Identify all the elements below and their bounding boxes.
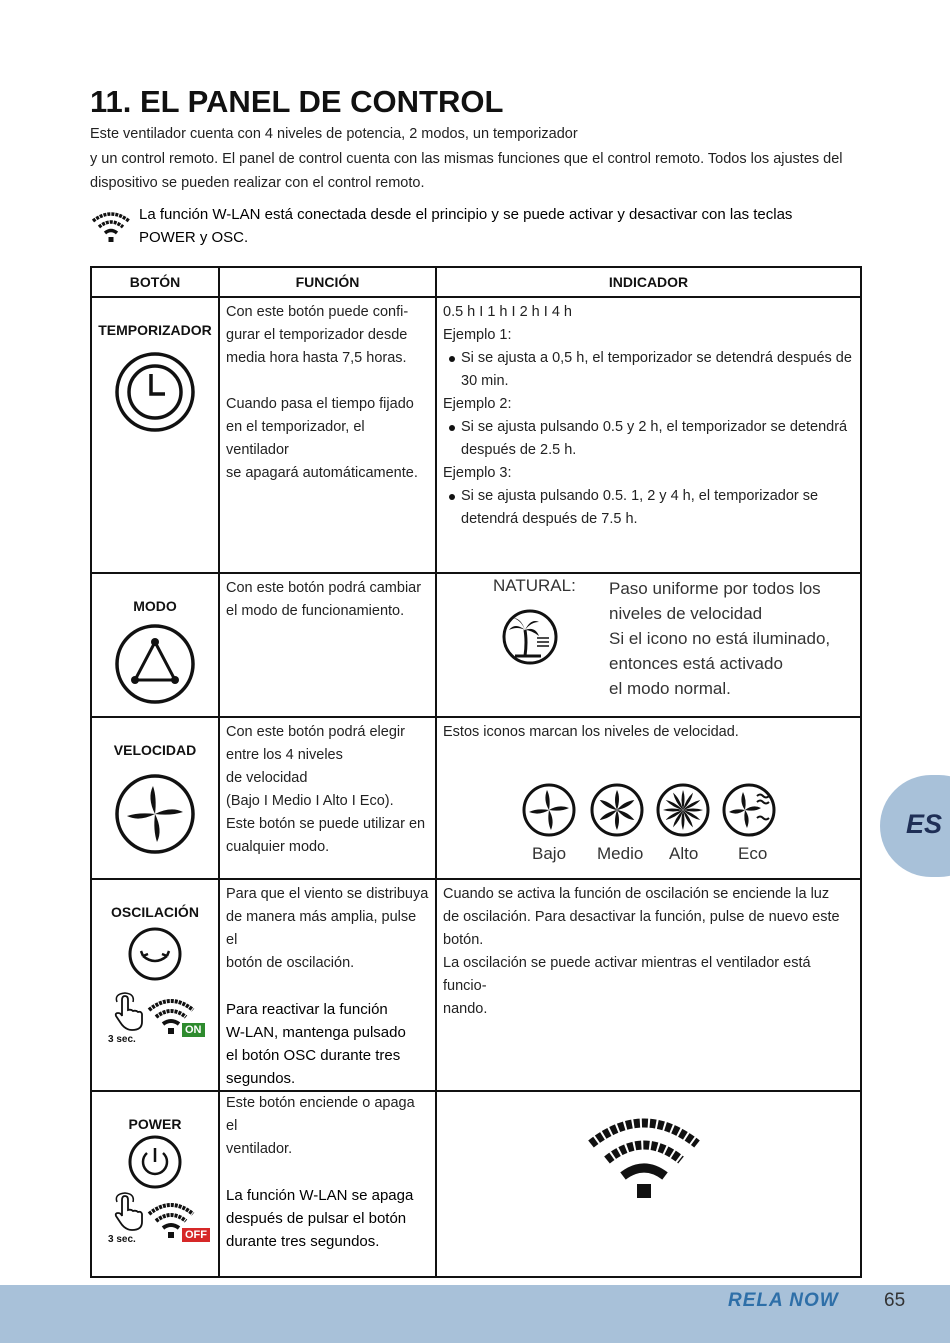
palm-tree-icon (501, 608, 559, 666)
table-row-mode (91, 573, 861, 717)
fan-icon (113, 772, 197, 856)
table-row-speed (91, 717, 861, 879)
function-text: se apagará automáticamente. (226, 465, 418, 481)
button-cell (91, 1091, 219, 1277)
brand-logo: RELA NOW (728, 1290, 839, 1311)
control-table (90, 266, 862, 1278)
function-text-strong: La función W-LAN se apaga (226, 1187, 414, 1204)
function-text: entre los 4 niveles (226, 747, 343, 763)
function-text-strong: segundos. (226, 1070, 296, 1087)
function-text-strong: después de pulsar el botón (226, 1210, 407, 1227)
language-tab (880, 775, 950, 877)
example-bullet: Si se ajusta a 0,5 h, el temporizador se detendrá después de (443, 347, 854, 370)
button-name: MODO (133, 598, 177, 614)
press-time-label: 3 sec. (108, 1034, 136, 1045)
indicator-cell (436, 717, 861, 879)
indicator-text: Cuando se activa la función de oscilación se enciende la luz (443, 886, 830, 902)
speed-eco-icon (721, 782, 777, 838)
button-name: VELOCIDAD (113, 742, 197, 758)
speed-medium-icon (589, 782, 645, 838)
button-cell (91, 573, 219, 717)
function-text: ventilador. (226, 1141, 293, 1157)
function-text: Este botón se puede utilizar en (226, 816, 426, 832)
function-text-strong: el botón OSC durante tres (226, 1047, 401, 1064)
button-cell (91, 717, 219, 879)
column-header: FUNCIÓN (219, 267, 436, 297)
function-cell (219, 297, 436, 573)
button-name: TEMPORIZADOR (98, 322, 212, 338)
function-text: Con este botón puede confi- (226, 304, 409, 320)
wifi-off-badge: OFF (182, 1228, 210, 1242)
function-cell (219, 717, 436, 879)
function-text: Con este botón podrá cambiar (226, 580, 422, 596)
mode-desc-line: entonces está activado (609, 654, 783, 673)
speed-level-label: Alto (669, 844, 699, 863)
wifi-large-icon (585, 1112, 703, 1200)
speed-indicator-text: Estos iconos marcan los niveles de velocidad. (443, 724, 739, 740)
button-cell (91, 297, 219, 573)
mode-desc-line: Si el icono no está iluminado, (609, 629, 831, 648)
function-text: Cuando pasa el tiempo fijado (226, 396, 414, 412)
button-cell (91, 879, 219, 1091)
column-header: INDICADOR (436, 267, 861, 297)
example-label: Ejemplo 1: (443, 327, 512, 343)
press-time-label: 3 sec. (108, 1234, 136, 1245)
speed-high-icon (655, 782, 711, 838)
hand-press-icon (112, 992, 144, 1032)
function-text: media hora hasta 7,5 horas. (226, 350, 407, 366)
function-cell (219, 879, 436, 1091)
mode-desc-line: Paso uniforme por todos los (609, 579, 821, 598)
function-text: Para que el viento se distribuya (226, 886, 429, 902)
speed-level-label: Bajo (532, 844, 567, 863)
indicator-text: botón. (443, 932, 484, 948)
example-bullet-cont: detendrá después de 7.5 h. (461, 511, 638, 527)
indicator-cell (436, 879, 861, 1091)
table-row-oscillation (91, 879, 861, 1091)
wifi-icon (90, 209, 132, 243)
speed-low-icon (521, 782, 577, 838)
function-cell (219, 573, 436, 717)
intro-line: y un control remoto. El panel de control cuenta con las mismas funciones que el control remoto. Todos los ajustes del (90, 150, 843, 167)
example-bullet-cont: después de 2.5 h. (461, 442, 577, 458)
indicator-cell (436, 1091, 861, 1277)
indicator-text: La oscilación se puede activar mientras el ventilador está funcio- (443, 955, 811, 994)
indicator-cell (436, 297, 861, 573)
example-label: Ejemplo 2: (443, 396, 512, 412)
language-label: ES (906, 809, 943, 839)
function-text: en el temporizador, el ventilador (226, 419, 365, 458)
indicator-cell (436, 573, 861, 717)
table-row-power (91, 1091, 861, 1277)
mode-label: NATURAL: (493, 576, 576, 595)
function-text: Con este botón podrá elegir (226, 724, 405, 740)
mode-desc-line: el modo normal. (609, 679, 731, 698)
indicator-text: de oscilación. Para desactivar la función, pulse de nuevo este (443, 909, 840, 925)
button-name: POWER (128, 1116, 182, 1132)
clock-icon (113, 350, 197, 434)
column-header: BOTÓN (91, 267, 219, 297)
function-text: el modo de funcionamiento. (226, 603, 405, 619)
mode-icon (113, 622, 197, 706)
oscillation-icon (127, 926, 183, 982)
wlan-note-line: La función W-LAN está conectada desde el principio y se puede activar y desactivar con las teclas (139, 206, 793, 223)
button-name: OSCILACIÓN (111, 904, 199, 920)
function-text: de manera más amplia, pulse el (226, 909, 417, 948)
mode-desc-line: niveles de velocidad (609, 604, 763, 623)
example-bullet-cont: 30 min. (461, 373, 509, 389)
intro-line: Este ventilador cuenta con 4 niveles de potencia, 2 modos, un temporizador (90, 126, 578, 142)
function-text-strong: W-LAN, mantenga pulsado (226, 1024, 406, 1041)
page-title: 11. EL PANEL DE CONTROL (90, 84, 504, 119)
wlan-note-line: POWER y OSC. (139, 229, 249, 246)
function-text: cualquier modo. (226, 839, 330, 855)
function-text: botón de oscilación. (226, 955, 355, 971)
intro-line: dispositivo se pueden realizar con el control remoto. (90, 175, 425, 191)
wifi-on-badge: ON (182, 1023, 205, 1037)
example-label: Ejemplo 3: (443, 465, 512, 481)
mode-description (609, 576, 830, 701)
intro-text (90, 122, 850, 196)
indicator-text: nando. (443, 1001, 488, 1017)
function-text: de velocidad (226, 770, 308, 786)
page-number: 65 (884, 1290, 906, 1311)
example-bullet: Si se ajusta pulsando 0.5. 1, 2 y 4 h, el temporizador se (443, 485, 854, 508)
function-text: (Bajo I Medio I Alto I Eco). (226, 793, 394, 809)
table-header-row (91, 267, 861, 297)
function-text: Este botón enciende o apaga el (226, 1095, 415, 1134)
function-cell (219, 1091, 436, 1277)
speed-level-label: Eco (738, 844, 768, 863)
example-bullet: Si se ajusta pulsando 0.5 y 2 h, el temporizador se detendrá (443, 416, 854, 439)
table-row-timer (91, 297, 861, 573)
power-icon (127, 1134, 183, 1190)
function-text-strong: Para reactivar la función (226, 1001, 388, 1018)
function-text: gurar el temporizador desde (226, 327, 408, 343)
timer-options: 0.5 h I 1 h I 2 h I 4 h (443, 304, 572, 320)
function-text-strong: durante tres segundos. (226, 1233, 380, 1250)
speed-level-label: Medio (597, 844, 644, 863)
hand-press-icon (112, 1192, 144, 1232)
